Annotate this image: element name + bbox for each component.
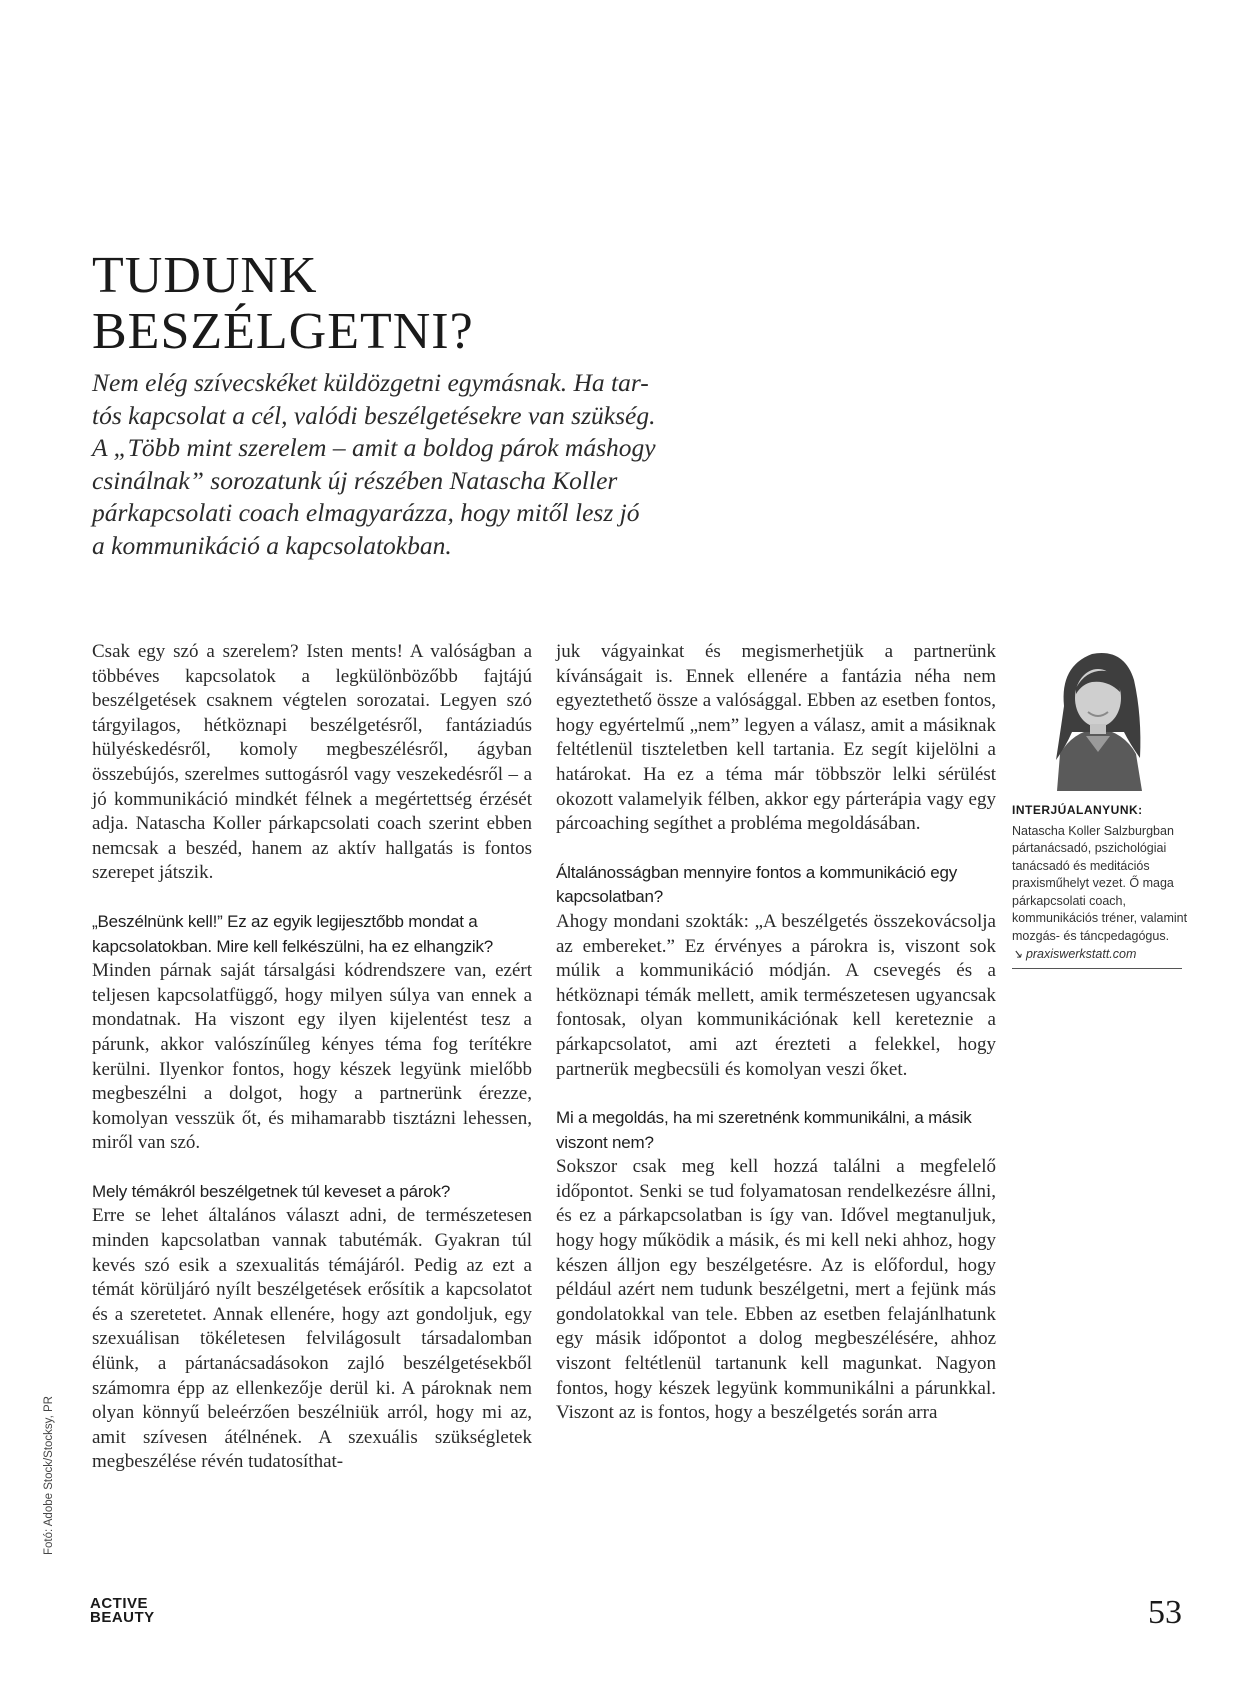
- interviewee-portrait: [1012, 636, 1184, 791]
- body-column-2: [556, 640, 996, 1426]
- body-column-1: [92, 640, 532, 1475]
- interviewee-heading: INTERJÚALANYUNK:: [1012, 803, 1143, 817]
- title-line: TUDUNK: [92, 247, 318, 304]
- sidebar-divider: [1012, 968, 1182, 969]
- title-line: BESZÉLGETNI?: [92, 303, 474, 360]
- question-heading: „Beszélnünk kell!” Ez az egyik legijesztőbb mondat a kapcsolatokban. Mire kell felkészülni, ha ez elhangzik?: [92, 911, 494, 956]
- interviewee-box: [1012, 802, 1190, 964]
- magazine-logo: [90, 1597, 155, 1625]
- intro-paragraph: Csak egy szó a szerelem? Isten ments! A valóságban a többéves kapcsolatok a legkülönbözőbb fajtájú beszélgetések csaknem végtelen sorozatai. Legyen szó tárgyilagos, hétköznapi beszélgetésről, fantáziadús hülyéskedésről, komoly megbeszélésről, ágyban összebújós, szerelmes suttogásról vagy veszekedésről – a jó kommunikáció mindkét félnek a megértettség érzését adja. Natascha Koller párkapcsolati coach szerint ebben nemcsak a beszéd, hanem az aktív hallgatás is fontos szerepet játszik.: [92, 641, 532, 884]
- article-title: [92, 248, 992, 360]
- lead-line: a kommunikáció a kapcsolatokban.: [92, 530, 452, 560]
- portrait-illustration: [1012, 636, 1184, 791]
- website-link[interactable]: ↘ praxiswerkstatt.com: [1012, 947, 1137, 961]
- answer-paragraph: Erre se lehet általános választ adni, de természetesen minden kapcsolatban vannak tabutémák. Gyakran túl kevés szó esik a szexualitás témájáról. Pedig az ezt a témát körüljáró nyílt beszélgetések erősítik a kapcsolatot és a szeretetet. Annak ellenére, hogy azt gondoljuk, egy szexuálisan tökéletesen felvilágosult társadalomban élünk, a pártanácsadásokon zajló beszélgetésekből számomra épp az ellenkezője derül ki. A pároknak nem olyan könnyű beleérzően beszélniük arról, hogy mi az, amit szívesen átélnének. A szexuális szükségletek megbeszélése révén tudatosíthat-: [92, 1205, 532, 1473]
- continuation-paragraph: juk vágyainkat és megismerhetjük a partnerünk kívánságait is. Ennek ellenére a fantázia néha nem egyeztethető össze a valósággal. Ebben az esetben fontos, hogy egyértelmű „nem” legyen a válasz, amit a másiknak feltétlenül tiszteletben kell tartania. Ez segít kijelölni a határokat. Ha ez a téma már többször lelki sérülést okozott valamelyik félben, akkor egy párterápia vagy egy párcoaching segíthet a probléma megoldásában.: [556, 641, 996, 835]
- question-heading: Mely témákról beszélgetnek túl keveset a párok?: [92, 1181, 451, 1201]
- answer-paragraph: Sokszor csak meg kell hozzá találni a megfelelő időpontot. Senki se tud folyamatosan rendelkezésre állni, és ez a párkapcsolatban is így van. Idővel megtanuljuk, hogy hogy működik a másik, és mi kell neki ahhoz, hogy készen álljon egy beszélgetésre. Az is előfordul, hogy például azért nem tudunk beszélgetni, mert a fejünk más gondolatokkal van tele. Ebben az esetben felajánlhatunk egy másik időpontot a dolog megbeszélésére, ahhoz viszont feltétlenül tartanunk kell magunkat. Nagyon fontos, hogy készek legyünk kommunikálni a párunkkal. Viszont az is fontos, hogy a beszélgetés során arra: [556, 1156, 996, 1424]
- question-heading: Általánosságban mennyire fontos a kommunikáció egy kapcsolatban?: [556, 862, 958, 907]
- lead-line: A „Több mint szerelem – amit a boldog párok máshogy: [92, 433, 656, 462]
- answer-paragraph: Minden párnak saját társalgási kódrendszere van, ezért teljesen kapcsolatfüggő, hogy milyen súlya van ennek a mondatnak. Ha viszont egy ilyen kijelentést tesz a párunk, akkor valószínűleg kényes téma fog terítékre kerülni. Ilyenkor fontos, hogy készek legyünk mielőbb megbeszélni a dolgot, hogy a partnerünk érezze, komolyan vesszük őt, és mihamarabb tisztázni lehessen, miről van szó.: [92, 960, 532, 1154]
- lead-line: tós kapcsolat a cél, valódi beszélgetésekre van szükség.: [92, 400, 656, 430]
- page-number: 53: [1148, 1594, 1182, 1631]
- question-heading: Mi a megoldás, ha mi szeretnénk kommunikálni, a másik viszont nem?: [556, 1108, 972, 1152]
- lead-line: csinálnak” sorozatunk új részében Natascha Koller: [92, 465, 618, 495]
- lead-line: párkapcsolati coach elmagyarázza, hogy mitől lesz jó: [92, 498, 640, 527]
- interviewee-bio: Natascha Koller Salzburgban pártanácsadó, pszichológiai tanácsadó és meditációs praxisműhelyt vezet. Ő maga párkapcsolati coach, kommunikációs tréner, valamint mozgás- és táncpedagógus.: [1012, 823, 1188, 943]
- lead-line: Nem elég szívecskéket küldözgetni egymásnak. Ha tar-: [92, 368, 649, 397]
- logo-line: ACTIVE: [90, 1595, 149, 1612]
- answer-paragraph: Ahogy mondani szokták: „A beszélgetés összekovácsolja az embereket.” Ez érvényes a párokra is, viszont sok múlik a kommunikáció módján. A csevegés és a hétköznapi témák mellett, amik természetesen ugyancsak fontosak, olyan kommunikációnak kell kereteznie a párkapcsolatot, ami azt érezteti a felekkel, hogy partnerük megbecsüli és komolyan veszi őket.: [556, 910, 996, 1080]
- photo-credit: Fotó: Adobe Stock/Stocksy, PR: [43, 1396, 55, 1555]
- logo-line: BEAUTY: [90, 1609, 155, 1626]
- article-lead: [92, 367, 812, 562]
